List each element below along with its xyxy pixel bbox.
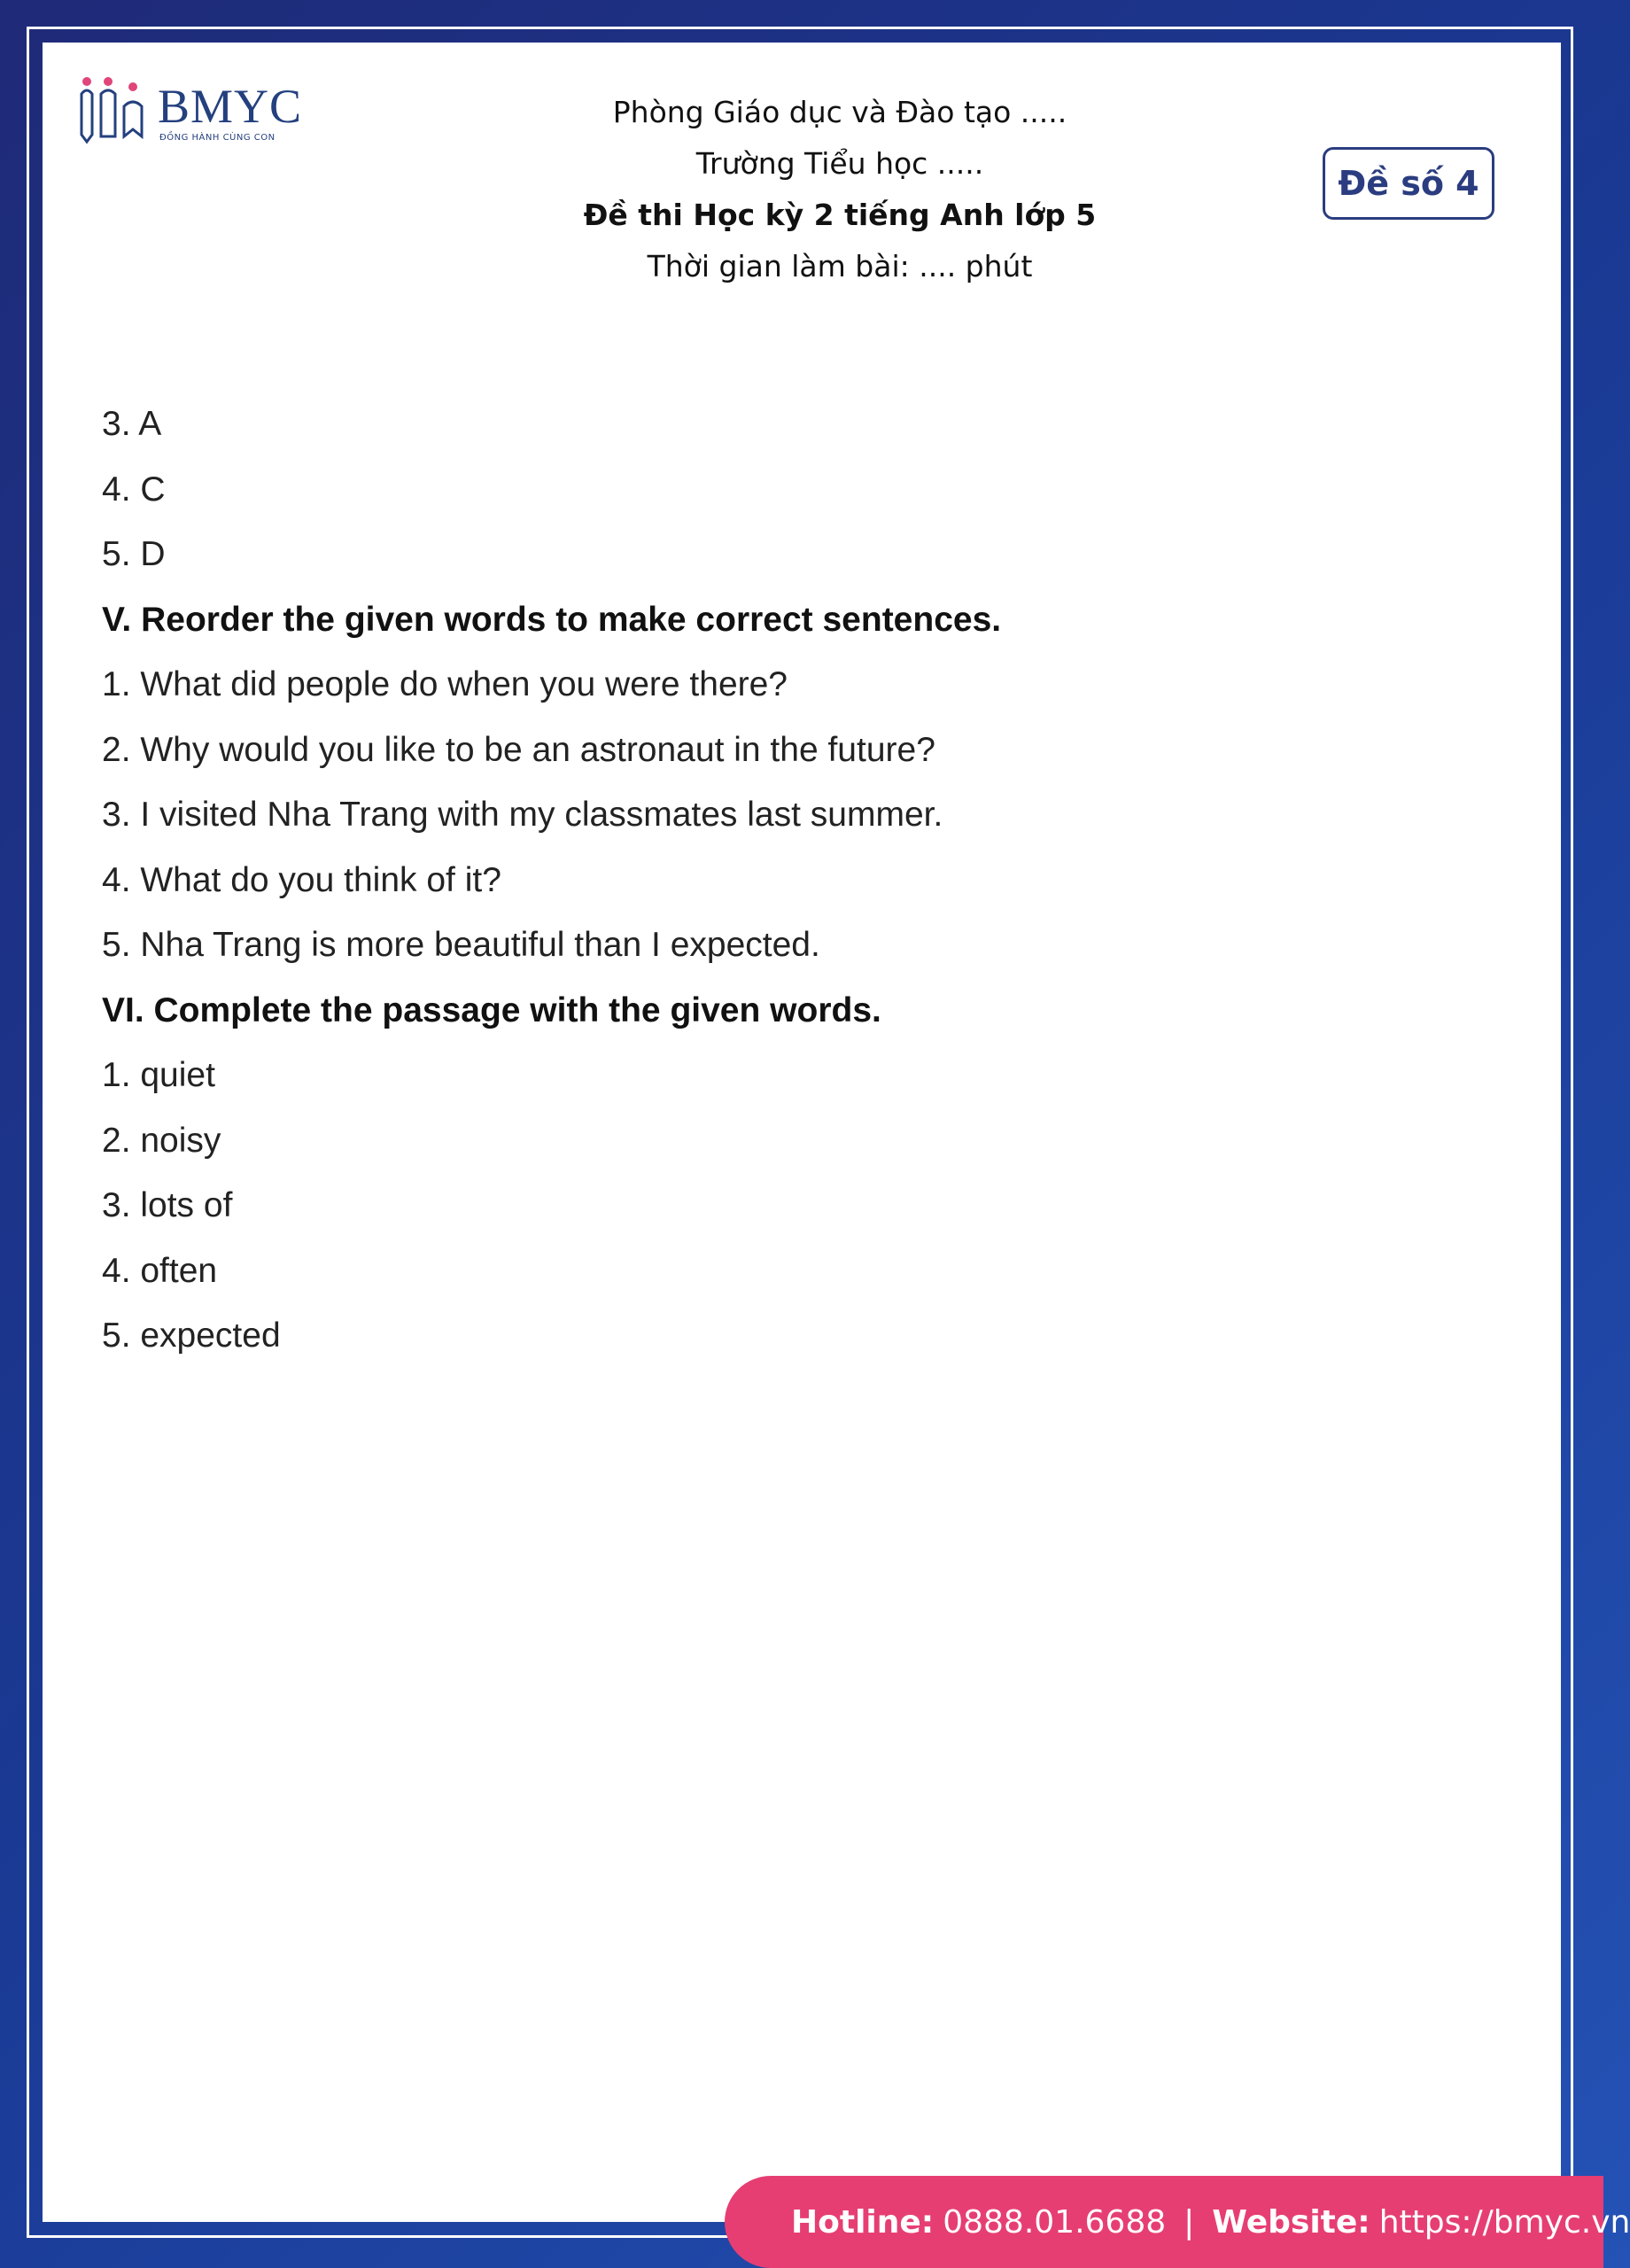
answer-line: 3. I visited Nha Trang with my classmates last summer. <box>102 796 943 834</box>
hotline-label: Hotline: <box>791 2203 935 2241</box>
header-school: Trường Tiểu học ..... <box>695 146 984 181</box>
header-department: Phòng Giáo dục và Đào tạo ..... <box>612 95 1067 129</box>
contact-footer <box>725 2176 1630 2268</box>
answer-line: 4. C <box>102 470 166 509</box>
exam-header <box>485 87 1194 292</box>
answer-line: 2. Why would you like to be an astronaut in the future? <box>102 730 935 769</box>
answer-line: 3. lots of <box>102 1186 233 1224</box>
answer-line: 5. Nha Trang is more beautiful than I expected. <box>102 926 820 964</box>
logo-tagline: ĐỒNG HÀNH CÙNG CON <box>159 133 276 143</box>
answer-line: 5. expected <box>102 1317 281 1355</box>
hotline-number[interactable]: 0888.01.6688 <box>943 2203 1167 2241</box>
section-heading: VI. Complete the passage with the given words. <box>102 990 881 1029</box>
document-page <box>43 43 1561 2222</box>
logo-brand-text: BMYC <box>158 80 303 133</box>
website-link[interactable]: https://bmyc.vn <box>1378 2203 1630 2241</box>
answer-line: 2. noisy <box>102 1121 221 1160</box>
answer-line: 1. What did people do when you were there? <box>102 665 788 703</box>
bmyc-logo <box>78 76 344 174</box>
logo-figures-icon <box>78 76 152 147</box>
answer-line: 4. often <box>102 1251 218 1290</box>
header-time: Thời gian làm bài: .... phút <box>647 249 1033 284</box>
answer-line: 1. quiet <box>102 1056 215 1094</box>
answer-line: 4. What do you think of it? <box>102 860 501 899</box>
exam-number-badge: Đề số 4 <box>1323 147 1494 220</box>
footer-separator: | <box>1184 2203 1195 2241</box>
section-heading: V. Reorder the given words to make correct sentences. <box>102 600 1002 639</box>
header-exam-title: Đề thi Học kỳ 2 tiếng Anh lớp 5 <box>583 198 1097 232</box>
answer-key-content <box>102 392 1431 1369</box>
answer-line: 5. D <box>102 535 166 573</box>
answer-line: 3. A <box>102 405 162 443</box>
website-label: Website: <box>1212 2203 1370 2241</box>
